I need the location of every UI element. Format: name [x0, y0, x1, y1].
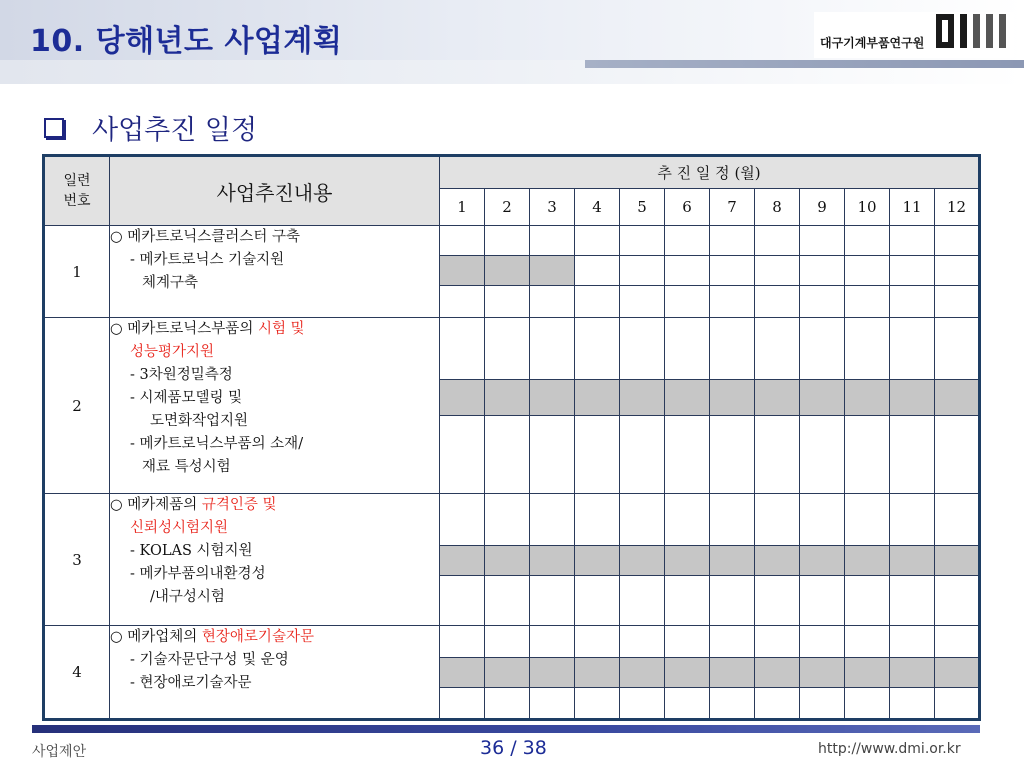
schedule-cell: [755, 416, 800, 494]
schedule-cell: [935, 286, 980, 318]
task-text: 재료 특성시험: [142, 459, 231, 475]
schedule-cell-active: [620, 658, 665, 688]
schedule-cell: [890, 256, 935, 286]
schedule-cell-active: [845, 658, 890, 688]
schedule-cell: [620, 226, 665, 256]
schedule-cell-active: [845, 380, 890, 416]
schedule-cell-active: [755, 546, 800, 576]
schedule-cell: [845, 576, 890, 626]
schedule-cell-active: [485, 380, 530, 416]
schedule-cell-active: [440, 380, 485, 416]
schedule-cell: [935, 416, 980, 494]
schedule-cell: [710, 626, 755, 658]
schedule-cell-active: [710, 380, 755, 416]
schedule-cell: [665, 688, 710, 720]
month-header: 12: [935, 189, 980, 226]
schedule-cell: [845, 286, 890, 318]
schedule-cell: [620, 688, 665, 720]
footer-bar: [32, 725, 980, 733]
task-content: [110, 494, 440, 626]
task-line: [110, 586, 439, 609]
schedule-cell: [440, 626, 485, 658]
schedule-cell-active: [710, 546, 755, 576]
schedule-cell-active: [935, 380, 980, 416]
schedule-cell-active: [440, 256, 485, 286]
schedule-cell-active: [530, 546, 575, 576]
header-schedule: 추 진 일 정 (월): [440, 156, 980, 189]
task-line: [110, 433, 439, 456]
schedule-cell: [575, 226, 620, 256]
schedule-cell: [890, 318, 935, 380]
schedule-cell: [935, 576, 980, 626]
schedule-cell-active: [575, 546, 620, 576]
schedule-cell: [620, 256, 665, 286]
schedule-cell: [440, 494, 485, 546]
highlighted-text: 시험 및: [257, 321, 305, 337]
schedule-cell: [620, 576, 665, 626]
schedule-cell: [890, 226, 935, 256]
schedule-cell: [710, 318, 755, 380]
schedule-cell: [665, 416, 710, 494]
schedule-cell-active: [935, 546, 980, 576]
schedule-cell: [935, 318, 980, 380]
schedule-cell-active: [620, 380, 665, 416]
serial-number: 1: [44, 226, 110, 318]
schedule-cell-active: [800, 380, 845, 416]
task-text: ○ 메카트로닉스클러스터 구축: [110, 229, 300, 245]
schedule-cell: [800, 256, 845, 286]
schedule-cell-active: [485, 546, 530, 576]
schedule-cell: [440, 688, 485, 720]
highlighted-text: 신뢰성시험지원: [130, 520, 229, 536]
schedule-cell: [620, 626, 665, 658]
schedule-cell: [620, 416, 665, 494]
schedule-cell: [710, 494, 755, 546]
task-text: - 시제품모델링 및: [130, 390, 243, 406]
schedule-cell: [575, 286, 620, 318]
schedule-cell: [665, 576, 710, 626]
task-text: /내구성시험: [150, 589, 225, 605]
section-heading: [44, 108, 257, 147]
schedule-cell: [530, 286, 575, 318]
schedule-cell: [530, 688, 575, 720]
schedule-cell-active: [620, 546, 665, 576]
highlighted-text: 규격인증 및: [201, 497, 277, 513]
task-line: [110, 517, 439, 540]
schedule-cell: [485, 626, 530, 658]
schedule-cell: [935, 256, 980, 286]
schedule-cell-active: [530, 658, 575, 688]
schedule-cell: [710, 576, 755, 626]
task-text: - KOLAS 시험지원: [130, 543, 253, 559]
schedule-cell: [485, 286, 530, 318]
task-line: [110, 341, 439, 364]
schedule-cell-active: [485, 658, 530, 688]
schedule-cell: [755, 576, 800, 626]
task-line: [110, 364, 439, 387]
schedule-cell-active: [440, 546, 485, 576]
footer-left-label: 사업제안: [32, 744, 87, 760]
schedule-cell: [755, 226, 800, 256]
schedule-cell: [575, 576, 620, 626]
month-header: 3: [530, 189, 575, 226]
schedule-cell-active: [755, 658, 800, 688]
task-line: [110, 226, 439, 249]
month-header: 5: [620, 189, 665, 226]
schedule-cell: [485, 576, 530, 626]
schedule-cell: [890, 576, 935, 626]
month-header: 8: [755, 189, 800, 226]
task-line: [110, 672, 439, 695]
schedule-cell-active: [890, 658, 935, 688]
schedule-cell-active: [935, 658, 980, 688]
schedule-cell: [890, 688, 935, 720]
checkbox-bullet-icon: [44, 118, 64, 138]
serial-number: 2: [44, 318, 110, 494]
task-line: [110, 456, 439, 479]
schedule-cell: [620, 494, 665, 546]
table-row: [44, 494, 980, 546]
schedule-cell: [845, 416, 890, 494]
month-header: 4: [575, 189, 620, 226]
task-line: [110, 563, 439, 586]
month-header: 7: [710, 189, 755, 226]
task-content: [110, 626, 440, 720]
schedule-cell: [440, 318, 485, 380]
schedule-cell-active: [530, 256, 575, 286]
schedule-cell: [530, 576, 575, 626]
schedule-cell-active: [755, 380, 800, 416]
header: [0, 0, 1024, 84]
schedule-cell: [755, 318, 800, 380]
table-row: [44, 226, 980, 256]
task-content: [110, 226, 440, 318]
schedule-cell-active: [800, 546, 845, 576]
task-line: [110, 649, 439, 672]
schedule-cell: [575, 416, 620, 494]
schedule-cell: [890, 416, 935, 494]
logo: [814, 12, 1014, 58]
schedule-cell: [800, 626, 845, 658]
schedule-cell: [530, 494, 575, 546]
schedule-cell: [800, 416, 845, 494]
schedule-cell-active: [665, 658, 710, 688]
schedule-cell: [575, 688, 620, 720]
task-line: [110, 272, 439, 295]
schedule-cell: [890, 286, 935, 318]
schedule-cell: [485, 494, 530, 546]
schedule-cell: [440, 416, 485, 494]
schedule-cell: [575, 318, 620, 380]
schedule-cell: [800, 494, 845, 546]
task-text: - 3차원정밀측정: [130, 367, 233, 383]
schedule-cell-active: [710, 658, 755, 688]
schedule-cell: [890, 494, 935, 546]
schedule-cell: [935, 226, 980, 256]
schedule-cell: [620, 318, 665, 380]
table-row: [44, 626, 980, 658]
task-line: [110, 410, 439, 433]
table-row: [44, 318, 980, 380]
schedule-cell-active: [665, 380, 710, 416]
schedule-cell: [710, 286, 755, 318]
schedule-cell: [440, 286, 485, 318]
task-text: ○ 메카제품의: [110, 497, 202, 513]
schedule-cell: [665, 494, 710, 546]
task-text: ○ 메카트로닉스부품의: [110, 321, 258, 337]
month-header: 2: [485, 189, 530, 226]
schedule-cell: [620, 286, 665, 318]
task-line: [110, 626, 439, 649]
schedule-cell: [755, 286, 800, 318]
schedule-cell-active: [575, 658, 620, 688]
header-serial-no: 일련 번호: [44, 156, 110, 226]
logo-mark-icon: [936, 14, 1008, 48]
schedule-cell: [755, 256, 800, 286]
schedule-cell: [485, 318, 530, 380]
schedule-cell: [710, 688, 755, 720]
schedule-cell: [935, 688, 980, 720]
schedule-cell: [440, 226, 485, 256]
schedule-cell: [800, 318, 845, 380]
month-header: 10: [845, 189, 890, 226]
schedule-cell: [755, 494, 800, 546]
schedule-cell: [665, 318, 710, 380]
task-text: ○ 메카업체의: [110, 629, 202, 645]
section-title: 사업추진 일정: [92, 115, 258, 146]
schedule-cell: [665, 256, 710, 286]
schedule-cell: [575, 256, 620, 286]
schedule-cell: [800, 576, 845, 626]
schedule-cell: [575, 626, 620, 658]
schedule-cell: [890, 626, 935, 658]
task-line: [110, 249, 439, 272]
month-header: 6: [665, 189, 710, 226]
schedule-cell-active: [890, 546, 935, 576]
schedule-cell: [530, 318, 575, 380]
schedule-cell: [665, 226, 710, 256]
schedule-cell: [710, 226, 755, 256]
schedule-cell: [530, 626, 575, 658]
schedule-cell: [935, 494, 980, 546]
schedule-cell: [800, 286, 845, 318]
schedule-cell: [710, 416, 755, 494]
schedule-cell: [845, 494, 890, 546]
schedule-cell-active: [845, 546, 890, 576]
task-text: - 메카트로닉스 기술지원: [130, 252, 285, 268]
schedule-cell: [485, 226, 530, 256]
schedule-cell: [845, 226, 890, 256]
schedule-cell: [575, 494, 620, 546]
header-content: 사업추진내용: [110, 156, 440, 226]
task-line: [110, 387, 439, 410]
header-accent-line: [585, 60, 1024, 68]
serial-number: 4: [44, 626, 110, 720]
task-line: [110, 540, 439, 563]
task-text: - 현장애로기술자문: [130, 675, 252, 691]
logo-text: 대구기계부품연구원: [820, 36, 925, 50]
schedule-cell: [530, 416, 575, 494]
page-title: 10. 당해년도 사업계획: [30, 24, 343, 59]
schedule-cell-active: [440, 658, 485, 688]
task-text: 체계구축: [142, 275, 199, 291]
schedule-cell-active: [665, 546, 710, 576]
schedule-cell-active: [575, 380, 620, 416]
schedule-cell-active: [890, 380, 935, 416]
schedule-cell: [665, 626, 710, 658]
schedule-cell: [485, 416, 530, 494]
schedule-table: [42, 154, 981, 721]
schedule-cell: [485, 688, 530, 720]
task-content: [110, 318, 440, 494]
highlighted-text: 성능평가지원: [130, 344, 215, 360]
month-header: 11: [890, 189, 935, 226]
schedule-cell: [845, 256, 890, 286]
schedule-cell: [845, 318, 890, 380]
task-text: - 메카부품의내환경성: [130, 566, 266, 582]
schedule-cell: [800, 688, 845, 720]
schedule-cell: [755, 688, 800, 720]
schedule-cell: [440, 576, 485, 626]
task-line: [110, 318, 439, 341]
task-text: 도면화작업지원: [150, 413, 249, 429]
schedule-cell: [665, 286, 710, 318]
task-line: [110, 494, 439, 517]
schedule-cell-active: [485, 256, 530, 286]
schedule-cell: [530, 226, 575, 256]
schedule-cell: [800, 226, 845, 256]
month-header: 1: [440, 189, 485, 226]
schedule-cell: [845, 626, 890, 658]
task-text: - 메카트로닉스부품의 소재/: [130, 436, 304, 452]
schedule-cell: [845, 688, 890, 720]
schedule-cell: [935, 626, 980, 658]
schedule-table-container: [42, 154, 978, 720]
schedule-cell-active: [530, 380, 575, 416]
highlighted-text: 현장애로기술자문: [201, 629, 314, 645]
schedule-cell: [710, 256, 755, 286]
schedule-cell-active: [800, 658, 845, 688]
month-header: 9: [800, 189, 845, 226]
task-text: - 기술자문단구성 및 운영: [130, 652, 289, 668]
schedule-cell: [755, 626, 800, 658]
serial-number: 3: [44, 494, 110, 626]
page-number: 36 / 38: [480, 737, 547, 759]
footer-url: http://www.dmi.or.kr: [818, 741, 961, 757]
